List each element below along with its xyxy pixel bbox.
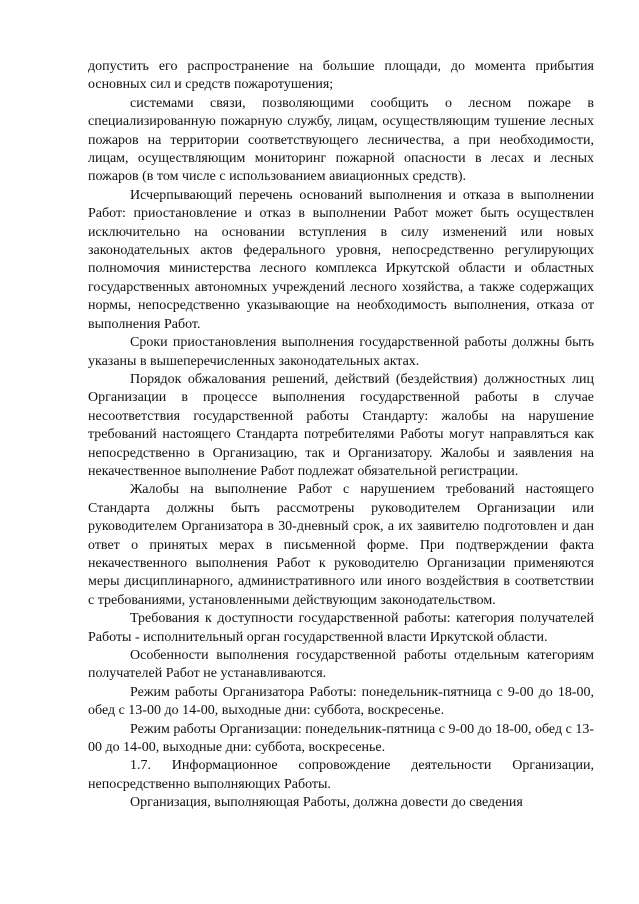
paragraph-suspension-terms: Сроки приостановления выполнения государственной работы должны быть указаны в вышеперечисленных законодательных актах. (88, 335, 594, 369)
paragraph-grounds-for-refusal: Исчерпывающий перечень оснований выполнения и отказа в выполнении Работ: приостановление и отказ в выполнении Работ может быть осуществлен исключительно на основании вступления в силу изменений или новых законодательных актов федерального уровня, непосредственно регулирующих полномочия министерства лесного комплекса Иркутской области и областных государственных автономных учреждений лесного хозяйства, а также содержащих нормы, непосредственно указывающие на необходимость выполнения, отказа от выполнения Работ. (88, 187, 594, 332)
paragraph-accessibility: Требования к доступности государственной работы: категория получателей Работы - исполнительный орган государственной власти Иркутской области. (88, 611, 594, 645)
paragraph-special-categories: Особенности выполнения государственной работы отдельным категориям получателей Работ не устанавливаются. (88, 648, 594, 682)
paragraph-section-1-7: 1.7. Информационное сопровождение деятельности Организации, непосредственно выполняющих Работы. (88, 758, 594, 792)
paragraph-communication-systems: системами связи, позволяющими сообщить о лесном пожаре в специализированную пожарную службу, лицам, осуществляющим тушение лесных пожаров на территории соответствующего лесничества, а при необходимости, лицам, осуществляющим мониторинг пожарной опасности в лесах и лесных пожаров (в том числе с использованием авиационных средств). (88, 95, 594, 185)
document-page (88, 58, 594, 813)
paragraph-organizer-hours: Режим работы Организатора Работы: понедельник-пятница с 9-00 до 18-00, обед с 13-00 до 14-00, выходные дни: суббота, воскресенье. (88, 684, 594, 719)
paragraph-complaints-review: Жалобы на выполнение Работ с нарушением требований настоящего Стандарта должны быть рассмотрены руководителем Организации или руководителем Организатора в 30-дневный срок, а их заявителю подготовлен и дан ответ о принятых мерах в письменной форме. При подтверждении факта некачественного выполнения Работ к руководителю Организации применяются меры дисциплинарного, административного или иного воздействия в соответствии с требованиями, установленными действующим законодательством. (88, 482, 594, 608)
paragraph-continuation: допустить его распространение на большие площади, до момента прибытия основных сил и средств пожаротушения; (88, 59, 594, 93)
paragraph-appeal-procedure: Порядок обжалования решений, действий (бездействия) должностных лиц Организации в процессе выполнения государственной работы в случае несоответствия государственной работы Стандарту: жалобы на нарушение требований настоящего Стандарта потребителями Работы могут направляться как непосредственно в Организацию, так и Организатору. Жалобы и заявления на некачественное выполнение Работ подлежат обязательной регистрации. (88, 371, 594, 479)
paragraph-organization-hours: Режим работы Организации: понедельник-пятница с 9-00 до 18-00, обед с 13-00 до 14-00, выходные дни: суббота, воскресенье. (88, 721, 594, 756)
paragraph-information-duty: Организация, выполняющая Работы, должна довести до сведения (130, 795, 523, 811)
